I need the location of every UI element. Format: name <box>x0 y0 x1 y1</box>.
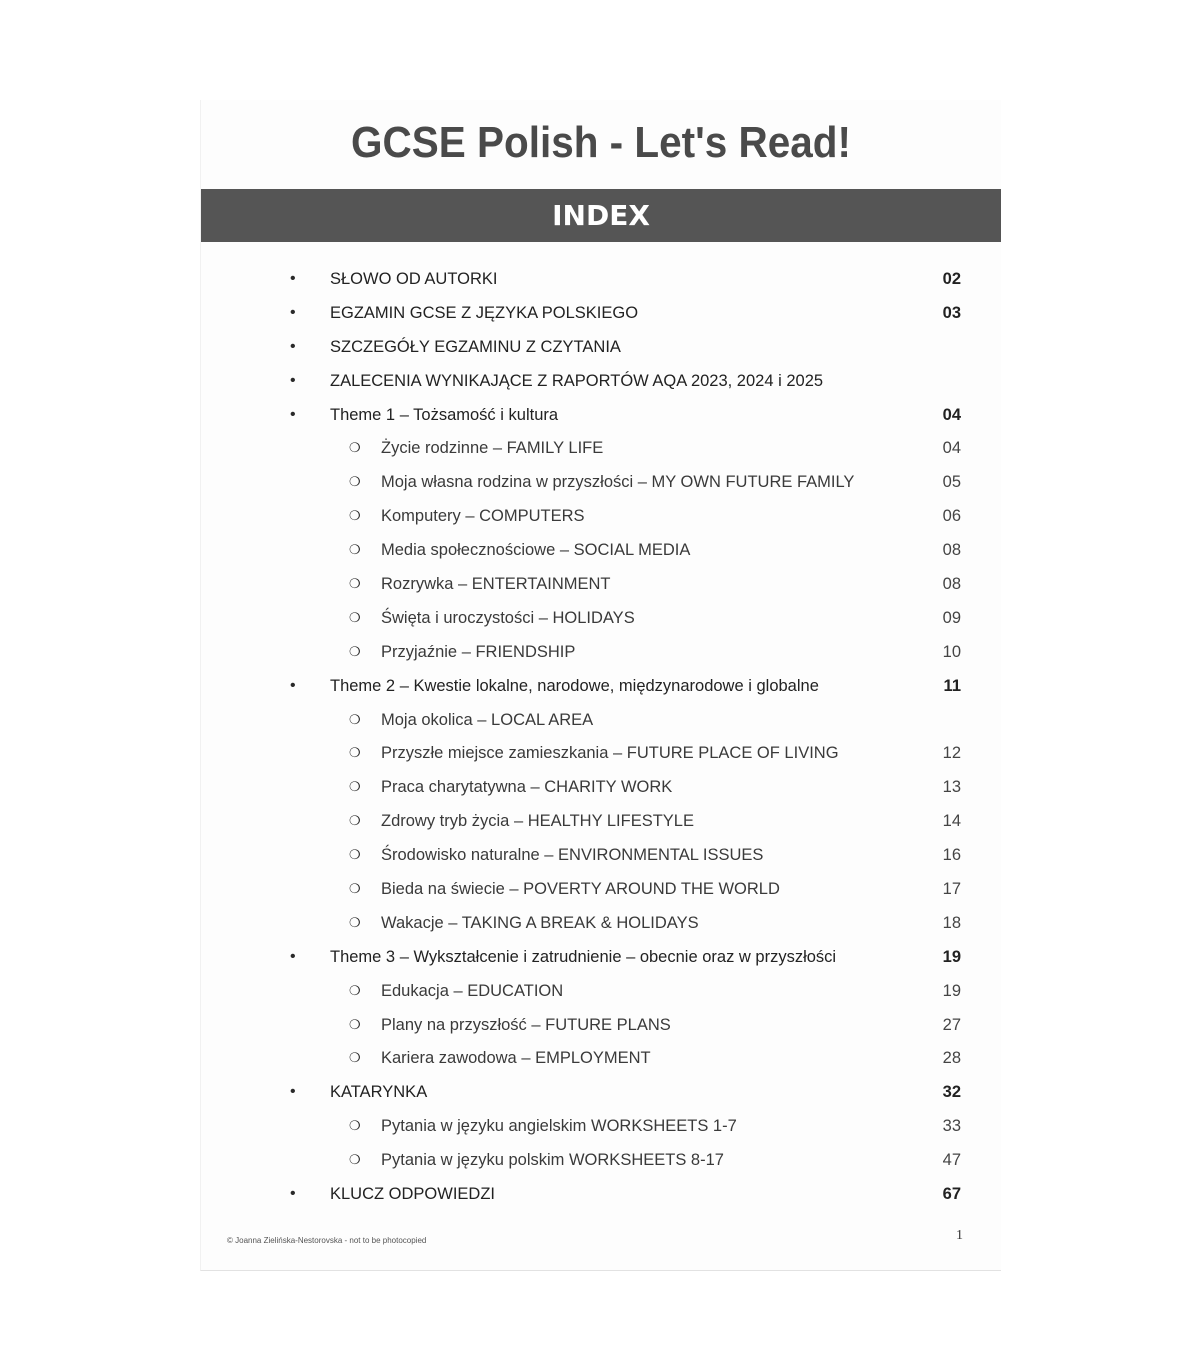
toc-section <box>201 940 1001 974</box>
toc-subsection <box>201 1143 1001 1177</box>
table-of-contents <box>201 262 1001 1211</box>
toc-section <box>201 1177 1001 1211</box>
toc-subsection <box>201 906 1001 940</box>
toc-page-number: 28 <box>942 1049 961 1068</box>
toc-label: Środowisko naturalne – ENVIRONMENTAL ISSUES <box>381 846 764 865</box>
toc-label: Theme 2 – Kwestie lokalne, narodowe, międzynarodowe i globalne <box>330 676 819 695</box>
toc-label: Kariera zawodowa – EMPLOYMENT <box>381 1049 651 1068</box>
toc-subsection <box>201 1109 1001 1143</box>
circle-bullet-icon: ❍ <box>349 982 361 998</box>
toc-page-number: 19 <box>942 981 961 1000</box>
toc-section <box>201 669 1001 703</box>
toc-subsection <box>201 872 1001 906</box>
toc-page-number: 11 <box>943 676 961 695</box>
bullet-icon: • <box>290 947 296 965</box>
circle-bullet-icon: ❍ <box>349 576 361 592</box>
circle-bullet-icon: ❍ <box>349 1016 361 1032</box>
toc-page-number: 12 <box>942 744 961 763</box>
toc-page-number: 32 <box>942 1083 961 1102</box>
toc-page-number: 16 <box>942 846 961 865</box>
circle-bullet-icon: ❍ <box>349 508 361 524</box>
circle-bullet-icon: ❍ <box>349 847 361 863</box>
copyright-footer: © Joanna Zielińska-Nestorovska - not to be photocopied <box>227 1236 427 1245</box>
toc-label: ZALECENIA WYNIKAJĄCE Z RAPORTÓW AQA 2023, 2024 i 2025 <box>330 371 824 390</box>
toc-subsection <box>201 567 1001 601</box>
toc-section <box>201 398 1001 432</box>
toc-subsection <box>201 974 1001 1008</box>
toc-page-number: 08 <box>942 541 961 560</box>
toc-page-number: 13 <box>942 778 961 797</box>
toc-page-number: 04 <box>942 405 961 424</box>
toc-subsection <box>201 533 1001 567</box>
circle-bullet-icon: ❍ <box>349 914 361 930</box>
circle-bullet-icon: ❍ <box>349 609 361 625</box>
bullet-icon: • <box>290 676 296 694</box>
toc-label: EGZAMIN GCSE Z JĘZYKA POLSKIEGO <box>330 303 639 322</box>
toc-section <box>201 1075 1001 1109</box>
toc-page-number: 18 <box>942 913 961 932</box>
circle-bullet-icon: ❍ <box>349 711 361 727</box>
toc-page-number: 67 <box>942 1185 961 1204</box>
toc-label: Plany na przyszłość – FUTURE PLANS <box>381 1015 671 1034</box>
circle-bullet-icon: ❍ <box>349 1152 361 1168</box>
toc-label: Moja okolica – LOCAL AREA <box>381 710 594 729</box>
toc-label: Życie rodzinne – FAMILY LIFE <box>381 439 604 458</box>
circle-bullet-icon: ❍ <box>349 1118 361 1134</box>
page-number: 1 <box>956 1228 963 1243</box>
toc-subsection <box>201 703 1001 737</box>
toc-section <box>201 296 1001 330</box>
toc-page-number: 47 <box>942 1151 961 1170</box>
toc-subsection <box>201 838 1001 872</box>
bullet-icon: • <box>290 371 296 389</box>
toc-label: Święta i uroczystości – HOLIDAYS <box>381 608 635 627</box>
circle-bullet-icon: ❍ <box>349 779 361 795</box>
toc-label: Wakacje – TAKING A BREAK & HOLIDAYS <box>381 913 699 932</box>
circle-bullet-icon: ❍ <box>349 813 361 829</box>
toc-subsection <box>201 736 1001 770</box>
toc-section <box>201 364 1001 398</box>
toc-subsection <box>201 804 1001 838</box>
circle-bullet-icon: ❍ <box>349 1050 361 1066</box>
document-title: GCSE Polish - Let's Read! <box>351 118 851 167</box>
toc-label: Przyszłe miejsce zamieszkania – FUTURE PLACE OF LIVING <box>381 744 839 763</box>
toc-page-number: 04 <box>942 439 961 458</box>
circle-bullet-icon: ❍ <box>349 745 361 761</box>
toc-page-number: 17 <box>942 880 961 899</box>
toc-label: Komputery – COMPUTERS <box>381 507 585 526</box>
toc-subsection <box>201 601 1001 635</box>
toc-label: Praca charytatywna – CHARITY WORK <box>381 778 673 797</box>
bullet-icon: • <box>290 270 296 287</box>
toc-page-number: 19 <box>942 947 961 966</box>
toc-subsection <box>201 635 1001 669</box>
toc-label: Edukacja – EDUCATION <box>381 981 564 1000</box>
toc-label: KLUCZ ODPOWIEDZI <box>330 1185 496 1204</box>
toc-label: Pytania w języku polskim WORKSHEETS 8-17 <box>381 1151 724 1170</box>
toc-label: Zdrowy tryb życia – HEALTHY LIFESTYLE <box>381 812 694 831</box>
toc-label: Pytania w języku angielskim WORKSHEETS 1-7 <box>381 1117 737 1136</box>
toc-page-number: 27 <box>942 1015 961 1034</box>
toc-page-number: 14 <box>942 812 961 831</box>
circle-bullet-icon: ❍ <box>349 542 361 558</box>
bullet-icon: • <box>290 405 296 423</box>
toc-subsection <box>201 499 1001 533</box>
toc-page-number: 03 <box>942 303 961 322</box>
circle-bullet-icon: ❍ <box>349 881 361 897</box>
toc-page-number: 33 <box>942 1117 961 1136</box>
toc-section <box>201 262 1001 296</box>
toc-subsection <box>201 1008 1001 1042</box>
toc-page-number: 08 <box>942 575 961 594</box>
toc-page-number: 10 <box>942 642 961 661</box>
toc-page-number: 05 <box>942 473 961 492</box>
bullet-icon: • <box>290 337 296 355</box>
circle-bullet-icon: ❍ <box>349 643 361 659</box>
toc-label: Moja własna rodzina w przyszłości – MY OWN FUTURE FAMILY <box>381 473 855 492</box>
toc-label: Rozrywka – ENTERTAINMENT <box>381 575 611 594</box>
bullet-icon: • <box>290 1083 296 1101</box>
toc-subsection <box>201 465 1001 499</box>
toc-subsection <box>201 1041 1001 1075</box>
index-banner: INDEX <box>201 189 1001 242</box>
toc-label: SZCZEGÓŁY EGZAMINU Z CZYTANIA <box>330 337 621 356</box>
toc-label: Theme 3 – Wykształcenie i zatrudnienie – obecnie oraz w przyszłości <box>330 947 837 966</box>
toc-label: Bieda na świecie – POVERTY AROUND THE WORLD <box>381 880 780 899</box>
toc-label: KATARYNKA <box>330 1083 428 1102</box>
toc-label: Media społecznościowe – SOCIAL MEDIA <box>381 541 691 560</box>
circle-bullet-icon: ❍ <box>349 474 361 490</box>
toc-page-number: 09 <box>942 608 961 627</box>
toc-page-number: 02 <box>942 270 961 288</box>
toc-page-number: 06 <box>942 507 961 526</box>
toc-label: Theme 1 – Tożsamość i kultura <box>330 405 559 424</box>
bullet-icon: • <box>290 303 296 321</box>
toc-label: SŁOWO OD AUTORKI <box>330 270 498 288</box>
toc-section <box>201 330 1001 364</box>
toc-subsection <box>201 431 1001 465</box>
bullet-icon: • <box>290 1185 296 1203</box>
toc-label: Przyjaźnie – FRIENDSHIP <box>381 642 576 661</box>
toc-subsection <box>201 770 1001 804</box>
circle-bullet-icon: ❍ <box>349 440 361 456</box>
document-page <box>200 100 1001 1271</box>
